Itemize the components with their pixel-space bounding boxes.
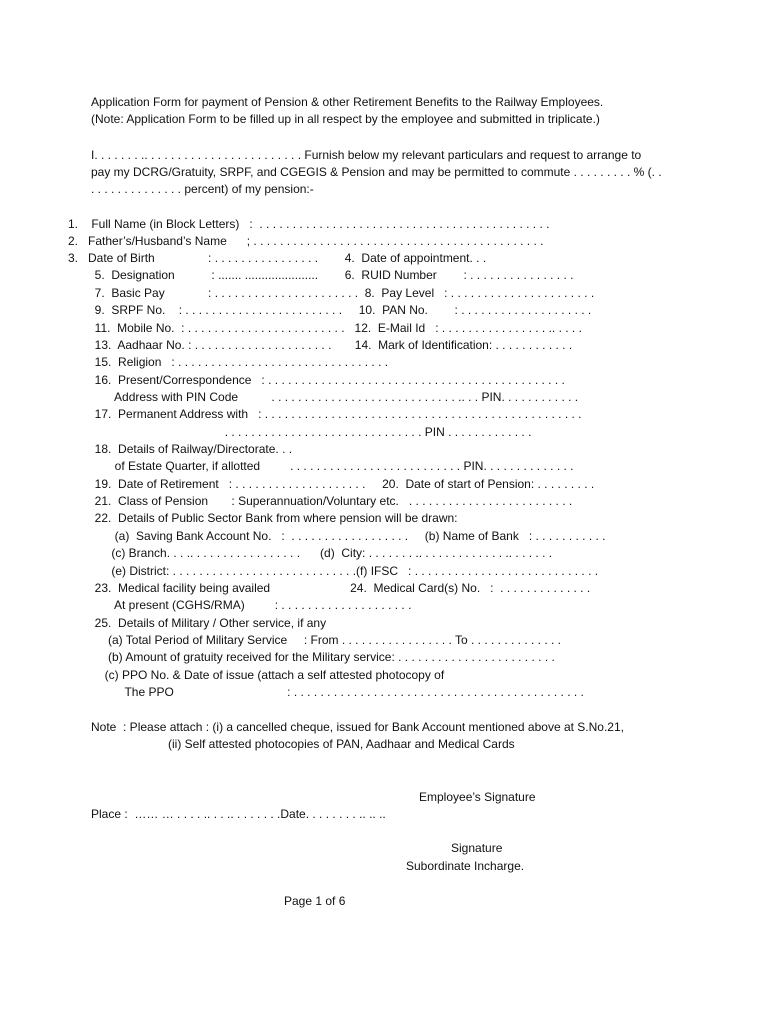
form-line: 3. Date of Birth : . . . . . . . . . . . . . . . . 4. Date of appointment. . . <box>68 251 487 265</box>
form-note: (Note: Application Form to be filled up in all respect by the employee and submitted in triplicate.) <box>91 112 600 126</box>
intro-line-1: I. . . . . . . .. . . . . . . . . . . . . . . . . . . . . . . . Furnish below my relevant particulars and request to arrange to <box>91 148 642 162</box>
form-line: 25. Details of Military / Other service, if any <box>68 616 327 630</box>
form-line: (b) Amount of gratuity received for the Military service: . . . . . . . . . . . . . . . . . . . . . . . . <box>68 650 555 664</box>
form-line: 11. Mobile No. : . . . . . . . . . . . . . . . . . . . . . . . . 12. E-Mail Id : . . . . . . . . . . . . . . . . .. . . . . <box>68 321 582 335</box>
employee-signature-label: Employee’s Signature <box>419 790 536 804</box>
intro-line-3: . . . . . . . . . . . . . . percent) of my pension:- <box>91 182 314 196</box>
form-line: 19. Date of Retirement : . . . . . . . . . . . . . . . . . . . . 20. Date of start of Pension: . . . . . . . . . <box>68 477 595 491</box>
place-date-line: Place : …… … . . . . .. . . .. . . . . . . .Date. . . . . . . . .. .. .. <box>91 807 386 821</box>
page-number: Page 1 of 6 <box>284 894 346 908</box>
form-line: 1. Full Name (in Block Letters) : . . . . . . . . . . . . . . . . . . . . . . . . . . . . . . . . . . . . . . . . . . . . <box>68 217 550 231</box>
form-title: Application Form for payment of Pension & other Retirement Benefits to the Railway Employees. <box>91 95 604 109</box>
form-line: 22. Details of Public Sector Bank from where pension will be drawn: <box>68 511 458 525</box>
form-line: 9. SRPF No. : . . . . . . . . . . . . . . . . . . . . . . . . 10. PAN No. : . . . . . . . . . . . . . . . . . . . . <box>68 303 592 317</box>
form-line: 16. Present/Correspondence : . . . . . . . . . . . . . . . . . . . . . . . . . . . . . . . . . . . . . . . . . . . . . <box>68 373 565 387</box>
form-line: . . . . . . . . . . . . . . . . . . . . . . . . . . . . . . PIN . . . . . . . . . . . . . <box>68 425 532 439</box>
signature-label: Signature <box>451 841 503 855</box>
form-line: of Estate Quarter, if allotted . . . . . . . . . . . . . . . . . . . . . . . . . . PIN. . . . . . . . . . . . . . <box>68 459 574 473</box>
form-line: (e) District: . . . . . . . . . . . . . . . . . . . . . . . . . . . .(f) IFSC : . . . . . . . . . . . . . . . . . . . . . . . . . . . . <box>68 564 599 578</box>
subordinate-incharge-label: Subordinate Incharge. <box>406 859 525 873</box>
form-line: At present (CGHS/RMA) : . . . . . . . . . . . . . . . . . . . . <box>68 598 412 612</box>
form-line: (c) Branch. . . .. . . . . . . . . . . . . . . . . (d) City: . . . . . . . .. . . . . . . . . . . . . .. . . . . . . <box>68 546 553 560</box>
attachment-note-2: (ii) Self attested photocopies of PAN, Aadhaar and Medical Cards <box>168 737 515 751</box>
form-line: 15. Religion : . . . . . . . . . . . . . . . . . . . . . . . . . . . . . . . . <box>68 355 389 369</box>
form-line: The PPO : . . . . . . . . . . . . . . . . . . . . . . . . . . . . . . . . . . . . . . . . . . . . <box>68 685 584 699</box>
intro-line-2: pay my DCRG/Gratuity, SRPF, and CGEGIS & Pension and may be permitted to commute . . . . . . . . . % (. . <box>91 165 662 179</box>
form-line: (c) PPO No. & Date of issue (attach a self attested photocopy of <box>68 668 445 682</box>
form-line: Address with PIN Code . . . . . . . . . . . . . . . . . . . . . . . . . . . . .. . . PIN. . . . . . . . . . . . <box>68 390 579 404</box>
form-line: (a) Saving Bank Account No. : . . . . . . . . . . . . . . . . . . (b) Name of Bank : . . . . . . . . . . . <box>68 529 606 543</box>
form-line: 2. Father’s/Husband’s Name ; . . . . . . . . . . . . . . . . . . . . . . . . . . . . . . . . . . . . . . . . . . . . <box>68 234 544 248</box>
attachment-note-1: Note : Please attach : (i) a cancelled cheque, issued for Bank Account mentioned above at S.No.21, <box>91 720 624 734</box>
form-line: 17. Permanent Address with : . . . . . . . . . . . . . . . . . . . . . . . . . . . . . . . . . . . . . . . . . . . . . . . . <box>68 407 582 421</box>
form-line: (a) Total Period of Military Service : From . . . . . . . . . . . . . . . . . To . . . . . . . . . . . . . . <box>68 633 562 647</box>
form-line: 7. Basic Pay : . . . . . . . . . . . . . . . . . . . . . . 8. Pay Level : . . . . . . . . . . . . . . . . . . . . . . <box>68 286 595 300</box>
form-line: 13. Aadhaar No. : . . . . . . . . . . . . . . . . . . . . . 14. Mark of Identification: . . . . . . . . . . . . <box>68 338 573 352</box>
form-line: 23. Medical facility being availed 24. Medical Card(s) No. : . . . . . . . . . . . . . . <box>68 581 591 595</box>
form-line: 5. Designation : ....... ...................... 6. RUID Number : . . . . . . . . . . . . . . . . <box>68 268 574 282</box>
form-line: 18. Details of Railway/Directorate. . . <box>68 442 293 456</box>
form-line: 21. Class of Pension : Superannuation/Voluntary etc. . . . . . . . . . . . . . . . . . . . . . . . . . <box>68 494 573 508</box>
